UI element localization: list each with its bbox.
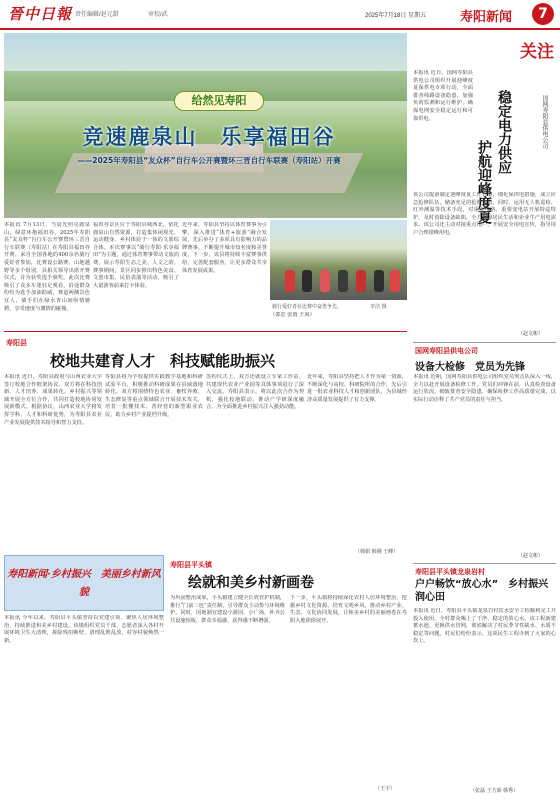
article2-col2: 寿阳县将为学校提供实践教学基地和科研试验平台，积极推动科研成果在县域落地转化。双方将围绕特色农业、畜牧养殖、生态修复等重点领域联合开展技术攻关，培育一批懂技术、善经营的新型职业农民，助力乡村产业提档升级。 [105,374,203,418]
article2-col1: 本报讯 近日，寿阳县政府与山西农业大学签订校地合作框架协议。双方将在科技创新、人才培养、成果转化、乡村振兴等领域开展全方位合作，共同打造校地协同发展新模式。根据协议，山西农业大学将发挥学科、人才和科研优势，为寿阳县农业产业发展提供技术指导和智力支持。 [4,374,102,426]
sidebar-vertical-sub: 国网寿阳县供电公司 [541,95,548,149]
article1-author: （郭思 张雨 王海） [270,312,315,318]
sidebar-author-2: （赵文彬） [518,553,544,559]
news2-title: 设备大检修 党员为先锋 [415,362,525,373]
feature-banner: 寿阳新闻·乡村振兴 美丽乡村新风貌 [4,555,164,611]
hero-subtitle: ——2025年寿阳县“友众杯”自行车公开赛暨环三晋自行车联赛（寿阳站）开赛 [77,156,341,165]
sidebar-author-1: （赵文彬） [518,331,544,337]
sidebar-intro: 本报讯 近日，国网寿阳县供电公司组织开展迎峰度夏保供电专项行动，全面排查线路设备隐患，加强负荷监测和运行维护，确保电网安全稳定运行和可靠供电。 [413,70,473,122]
hero-title: 竞速鹿泉山 乐享福田谷 [82,125,336,149]
rider-shape [356,270,366,292]
article3-title: 绘就和美乡村新画卷 [188,575,314,591]
focus-label: 关注 [520,42,554,62]
sidebar-vertical-title-2: 护航迎峰度夏 [476,140,492,224]
divider [413,563,556,564]
hero-photo [4,33,407,218]
article3-col3: 下一步，平头镇将持续深化农村人居环境整治，挖掘乡村文化资源，培育文明乡风，推动乡村产业、生态、文化协同发展，让和美乡村的美丽画卷在寿阳大地徐徐展开。 [290,595,407,624]
photo-caption: 骑行爱好者在比赛中奋勇争先。 [272,304,343,310]
section-title: 寿阳新闻 [460,10,513,25]
cyclists-photo [270,220,407,300]
sidebar-body: 该公司提前制定迎峰度夏工作方案，细化保供电措施，成立应急抢修队伍，储备充足的抢修物资。同时，运用无人机巡检、红外测温等技术手段，对重点线路、重要变电站开展特巡特护，及时消除设备缺陷，全力保障居民生活和企业生产用电需求。该公司还主动对接重点用户，开展安全用电宣传，指导用户合理错峰用电。 [413,192,556,236]
news3-body: 本报讯 近日，寿阳县平头镇龙泉岩村饮水安全工程顺利完工并投入使用，全村群众喝上了干净、稳定的放心水。该工程新建蓄水池、更换供水管网，彻底解决了村民季节性缺水、水质不稳定等问题。村民们纷纷表示，这项民生工程办到了大家的心坎上。 [413,608,556,645]
sidebar-author-3: （张磊 王方新 韩秀） [470,788,519,794]
article2-col4: 近年来，寿阳县坚持把人才作为第一资源，不断深化与高校、科研院所的合作，先后引进一批农业科技人才和创新团队，为县域经济高质量发展提供了有力支撑。 [307,374,407,403]
rider-shape [338,270,348,292]
divider [413,342,556,343]
article3-col2: 为巩固整治成果，平头镇建立健全长效管护机制，推行“门前三包”责任制，引导群众主动参与环境维护。同时，因地制宜建设小游园、小广场，补齐公共设施短板，群众幸福感、获得感不断增强。 [170,595,285,624]
article2-tag: 寿阳县 [6,339,27,347]
news3-tag: 寿阳县平头镇龙泉岩村 [415,568,485,576]
rider-shape [390,270,400,292]
sidebar-vertical-title-1: 稳定电力供应 [496,90,512,174]
divider [4,331,407,332]
news2-body: 本报讯 近期，国网寿阳县供电公司组织党员突击队深入一线，全力以赴开展设备检修工作。党员们冲锋在前，认真检查设备运行状况，细致排查安全隐患，确保检修工作高质量完成，以实际行动诠释了共产党员的责任与担当。 [413,374,556,403]
article1-col2: 福田谷景区位于寿阳县城西北，依托鹿泉山自然资源，打造集休闲观光、运动健身、乡村体验于一体的文旅综合体。本次赛事以“骑行寿阳·乐享福田”为主题，通过体育赛事带动文旅消费，展示寿阳生态之美、人文之韵。赛事期间，景区同步推出特色美食、文创市集、民俗表演等活动，吸引了大量游客前来打卡体验。 [93,222,179,289]
article2-title: 校地共建育人才 科技赋能助振兴 [50,352,276,370]
rider-shape [320,270,330,292]
article3-tag: 寿阳县平头镇 [170,561,212,569]
photo-credit: 李洁 摄 [370,304,387,310]
article2-col3: 签约仪式上，双方还就设立专家工作站、共建现代农业产业园等具体事项进行了深入交流。寿阳县表示，将以此次合作为契机，强化校地联动，推动产学研深度融合，为全面推进乡村振兴注入强劲动能。 [206,374,304,411]
proofreader-credit: 审校/武 [148,12,168,18]
article3-col1: 本报讯 今年以来，寿阳县平头镇坚持以党建引领，聚焦人居环境整治，持续推进和美乡村建设。该镇组织党员干部、志愿者深入各村开展环境卫生大清理，拆除残垣断壁、清理乱堆乱放，村容村貌焕然一新。 [4,615,164,644]
news2-tag: 国网寿阳县供电公司 [415,347,478,355]
rider-shape [374,270,384,292]
article3-author: （王宇） [375,786,396,792]
article1-col1: 本报讯 7月13日，当晨光照亮鹿泉山，绿意环抱福田谷，2025年寿阳县“友众杯”自行车公开赛暨环三晋自行车联赛（寿阳站）在寿阳县福田谷开赛。来自全国各地的400余名骑行爱好者参加，比赛设公路赛、山地越野等多个组别。县相关领导出席开赛仪式，并为获奖选手颁奖。此次比赛吸引了众多车迷驻足观看，沿途群众纷纷为选手加油助威，赛道两侧景色宜人，骑手们在绿水青山间纵情驰骋，享受速度与激情的碰撞。 [4,222,90,312]
masthead [0,0,560,30]
article2-author: （韩娟 韩刚 王峰） [355,549,399,555]
rider-shape [302,270,312,292]
article1-col3: 近年来，寿阳县坚持以体育赛事为引擎，深入推进“体育+旅游”融合发展，先后举办了多项具有影响力的品牌赛事，不断提升城市知名度和美誉度。下一步，该县将持续丰富赛事供给，完善配套服务，让更多群众共享体育发展成果。 [182,222,267,274]
newspaper-logo: 晉中日報 [8,5,73,23]
editor-credit: 责任编辑/赵元甜 [75,12,119,18]
hero-badge: 给然见寿阳 [174,91,264,111]
issue-date: 2025年7月18日 星期五 [365,13,427,19]
news3-title: 户户畅饮“放心水” 乡村振兴润心田 [415,579,549,603]
rider-shape [285,270,295,292]
page-number: 7 [532,3,554,25]
